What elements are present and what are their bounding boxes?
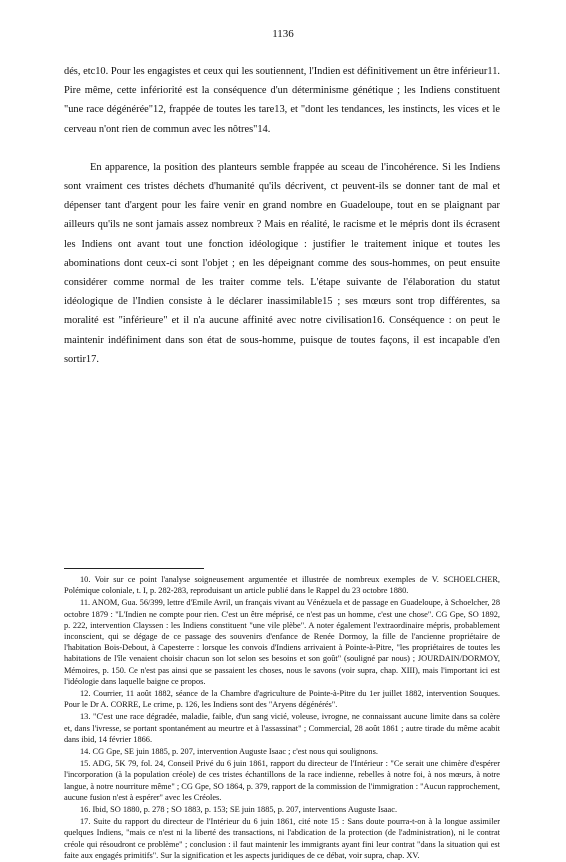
footnote: 11. ANOM, Gua. 56/399, lettre d'Emile Avril, un français vivant au Vénézuela et de passage en Guadeloupe, à Schoelcher, 28 octobre 1879 : "L'Indien ne compte pour rien. C'est un être méprisé, ce n'est pas un homme, c'est une chose". CG Gpe, SO 1892, p. 222, intervention Clayssen : les Indiens constituent "une vile plèbe". A noter également l'extraordinaire mépris, probablement inconscient, qui se dégage de ce passage des souvenirs d'enfance de Renée Dormoy, la fille de l'ancienne propriétaire de l'habitation Bois-Debout, à Capesterre : lorsque les convois d'Indiens arrivaient à Pointe-à-Pitre, "les propriétaires de toutes les habitations de l'île venaient choisir chacun son lot selon ses besoins et son goût" (souligné par nous) ; JOURDAIN/DORMOY, Mémoires, p. 150. Ce n'est pas ainsi que se passaient les choses, nous le savons (voir supra, chap. XIII), mais l'important ici est l'idéologie dans laquelle baigne ce propos. [64,598,500,686]
footnote-separator [64,568,204,569]
footnote: 17. Suite du rapport du directeur de l'Intérieur du 6 juin 1861, cité note 15 : Sans doute pourra-t-on à la longue assimiler quelques Indiens, "mais ce n'est ni la liberté des transactions, ni l'abdication de la protection (de l'administration), ni le contrat créole qui résoudront ce problème" ; conclusion : il faut maintenir les immigrants ayant fini leur contrat "dans la situation qui est faite aux engagés primitifs". Sur la signification et les aspects juridiques de ce débat, voir supra, chap. XV. [64,817,500,860]
footnote: 10. Voir sur ce point l'analyse soigneusement argumentée et illustrée de nombreux exemples de V. SCHOELCHER, Polémique coloniale, t. I, p. 282-283, reproduisant un article publié dans le Rappel du 23 octobre 1880. [64,575,500,596]
footnote: 14. CG Gpe, SE juin 1885, p. 207, intervention Auguste Isaac ; c'est nous qui soulignons. [80,747,378,757]
body-paragraph-1: dés, etc10. Pour les engagistes et ceux qui les soutiennent, l'Indien est définitivement un être inférieur11. Pire même, cette infériorité est la conséquence d'un déterminisme génétique ; les Indiens constituent "une race dégénérée"12, frappée de toutes les tare13, et "dont les tendances, les instincts, les vices et le cerveau n'ont rien de commun avec les nôtres"14. [64,66,500,135]
main-text [64,62,500,369]
footnote: 16. Ibid, SO 1880, p. 278 ; SO 1883, p. 153; SE juin 1885, p. 207, interventions Auguste Isaac. [80,805,398,815]
footnote: 12. Courrier, 11 août 1882, séance de la Chambre d'agriculture de Pointe-à-Pitre du 1er juillet 1882, intervention Souques. Pour le Dr A. CORRE, Le crime, p. 126, les Indiens sont des "Aryens dégénérés". [64,689,500,710]
footnote: 15. ADG, 5K 79, fol. 24, Conseil Privé du 6 juin 1861, rapport du directeur de l'Intérieur : "Ce serait une chimère d'espérer l'incorporation (à la population créole) de ces tristes échantillons de la race indienne, rebelles à notre foi, à nos mœurs, à notre langue, à notre nourriture même" ; CG Gpe, SO 1864, p. 379, rapport de la commission de l'immigration : "Aucun rapprochement, aucune fusion n'est à espérer" avec les Créoles. [64,759,500,802]
footnotes [64,574,500,862]
footnote: 13. "C'est une race dégradée, maladie, faible, d'un sang vicié, voleuse, ivrogne, ne connaissant aucune limite dans sa colère et, dans l'ivresse, se portant spontanément au meurtre et à l'assassinat" ; Commercial, 28 août 1861 ; autre tirade du même acabit dans ibid, 14 février 1866. [64,712,500,744]
page-number: 1136 [272,28,294,40]
body-paragraph-2: En apparence, la position des planteurs semble frappée au sceau de l'incohérence. Si les Indiens sont vraiment ces tristes déchets d'humanité qu'ils décrivent, ct peuvent-ils se donner tant de mal et dépenser tant d'argent pour les faire venir en grand nombre en Guadeloupe, tout en se plaignant par ailleurs qu'ils ne sont jamais assez nombreux ? Mais en réalité, le racisme et le mépris dont ils écrasent les Indiens ont avant tout une fonction idéologique : justifier le traitement inique et toutes les abominations dont ceux-ci sont l'objet ; en les dépeignant comme des sous-hommes, on peut ensuite considérer comme normal de les traiter comme tels. L'étape suivante de l'élaboration du statut idéologique de l'Indien consiste à le déclarer inassimilable15 ; ses mœurs sont trop différentes, sa moralité est "inférieure" et il n'a aucune affinité avec notre civilisation16. Conséquence : on peut le maintenir indéfiniment dans son état de sous-homme, puisque de toutes façons, il est incapable d'en sortir17. [64,161,500,365]
